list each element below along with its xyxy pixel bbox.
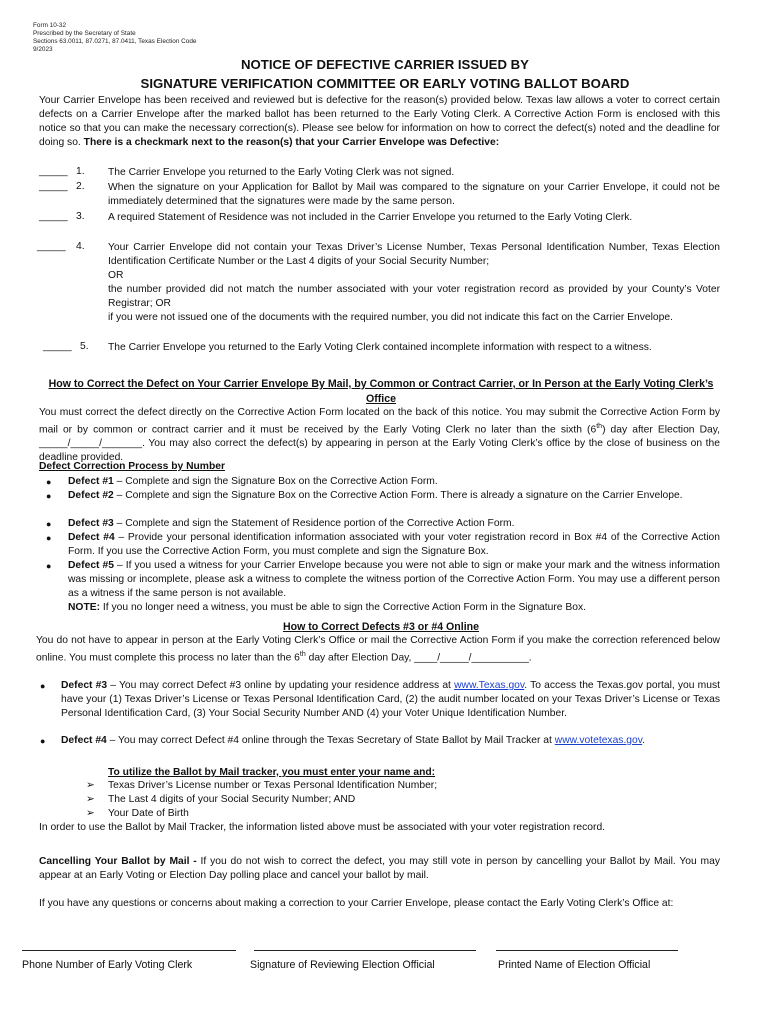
tracker-item-2: The Last 4 digits of your Social Security Number; AND — [108, 794, 356, 805]
votetexas-link[interactable]: www.votetexas.gov — [554, 735, 643, 746]
tracker-note: In order to use the Ballot by Mail Tracker, the information listed above must be associated with your voter registration record. — [39, 822, 606, 833]
code-sections: Sections 63.0011, 87.0271, 87.0411, Texas Election Code — [33, 38, 197, 45]
online-defect-3-label: Defect #3 — [61, 680, 108, 691]
form-header — [33, 22, 196, 54]
intro-paragraph — [39, 94, 720, 150]
online-defect-4-label: Defect #4 — [61, 735, 107, 746]
arrow-bullet-icon: ➢ — [86, 808, 95, 819]
defect-2-checkbox[interactable]: _____ — [39, 181, 68, 192]
process-item-3 — [68, 517, 720, 531]
process-heading: Defect Correction Process by Number — [39, 461, 225, 472]
defect-2-text: When the signature on your Application for Ballot by Mail was compared to the signature on your Carrier Envelope, it could not be immediately determined that the signatures were made by the same person. — [108, 182, 720, 207]
process-item-1-label: Defect #1 — [68, 476, 114, 487]
defect-4-text-a: Your Carrier Envelope did not contain your Texas Driver’s License Number, Texas Personal Identification Number, Texas Election Identification Certificate Number or the Last 4 digits of your Social Security Number; — [108, 242, 720, 267]
process-item-3-label: Defect #3 — [68, 518, 114, 529]
bullet-icon: ● — [46, 491, 52, 501]
process-item-5 — [68, 559, 720, 601]
intro-bold: There is a checkmark next to the reason(s) that your Carrier Envelope was Defective: — [83, 137, 500, 148]
texas-gov-link[interactable]: www.Texas.gov — [454, 680, 525, 691]
defect-4-number: 4. — [76, 241, 85, 252]
process-item-1-text: – Complete and sign the Signature Box on the Corrective Action Form. — [113, 476, 438, 487]
section-1-text-b: ) day after Election Day, _____/_____/_______. You may also correct the defect(s) by appearing in person at the Early Voting Clerk’s office by the close of business on the deadline provided. — [39, 424, 720, 464]
bullet-icon: ● — [46, 477, 52, 487]
defect-4-text-b: the number provided did not match the number associated with your voter registration record as provided by your County’s Voter Registrar; OR — [108, 284, 720, 309]
intro-text: Your Carrier Envelope has been received and reviewed but is defective for the reason(s) provided below. Texas law allows a voter to correct certain defects on a Carrier Envelope after the marked ballot has been returned to the Early Voting Clerk. A Corrective Action Form is enclosed with this notice so that you can make the necessary correction(s). Please see below for information on how to correct the defect(s) noted and the deadline for doing so. — [39, 95, 720, 148]
defect-1-number: 1. — [76, 166, 85, 177]
tracker-item-1: Texas Driver’s License number or Texas Personal Identification Number; — [108, 780, 438, 791]
defect-5-text: The Carrier Envelope you returned to the Early Voting Clerk contained incomplete information with respect to a witness. — [108, 342, 652, 353]
defect-4-text — [108, 241, 720, 325]
arrow-bullet-icon: ➢ — [86, 794, 95, 805]
printed-name-label: Printed Name of Election Official — [498, 959, 651, 971]
form-number: Form 10-32 — [33, 22, 67, 29]
contact-paragraph: If you have any questions or concerns about making a correction to your Carrier Envelope, please contact the Early Voting Clerk’s Office at: — [39, 898, 674, 909]
online-defect-4 — [61, 734, 720, 748]
online-defect-3-text-a: – You may correct Defect #3 online by updating your residence address at — [107, 680, 455, 691]
defect-4-text-c: if you were not issued one of the documents with the required number, you did not indicate this fact on the Carrier Envelope. — [108, 312, 673, 323]
cancel-paragraph — [39, 855, 720, 883]
process-item-2-text: – Complete and sign the Signature Box on the Corrective Action Form. There is already a signature on the Carrier Envelope. — [113, 490, 683, 501]
process-item-1 — [68, 475, 720, 489]
bullet-icon: ● — [46, 561, 52, 571]
defect-3-number: 3. — [76, 211, 85, 222]
title-line-1: NOTICE OF DEFECTIVE CARRIER ISSUED BY — [241, 57, 529, 72]
defect-2-number: 2. — [76, 181, 85, 192]
section-1-paragraph — [39, 406, 720, 465]
cancel-text: If you do not wish to correct the defect, you may still vote in person by cancelling your Ballot by Mail. You may appear at an Early Voting or Election Day polling place and cancel your ballot by mail. — [39, 856, 720, 881]
online-defect-4-text: – You may correct Defect #4 online through the Texas Secretary of State Ballot by Mail Tracker at — [106, 735, 555, 746]
section-2-text-b: day after Election Day, ____/_____/__________. — [305, 652, 532, 664]
note-label: NOTE: — [68, 602, 101, 613]
section-2-heading: How to Correct Defects #3 or #4 Online — [282, 621, 480, 633]
process-item-2-label: Defect #2 — [68, 490, 114, 501]
tracker-item-3: Your Date of Birth — [108, 808, 189, 819]
process-item-2 — [68, 489, 720, 503]
defect-4-or: OR — [108, 270, 124, 281]
online-defect-4-end: . — [642, 735, 646, 746]
bullet-icon: ● — [46, 533, 52, 543]
process-item-4 — [68, 531, 720, 559]
note-text: If you no longer need a witness, you must be able to sign the Corrective Action Form in the Signature Box. — [100, 602, 586, 613]
bullet-icon: ● — [46, 519, 52, 529]
section-1-text-a: You must correct the defect directly on the Corrective Action Form located on the back of this notice. You may submit the Corrective Action Form by mail or by common or contract carrier and it must be received by the Early Voting Clerk no later than the sixth (6 — [39, 407, 720, 436]
phone-number-line[interactable] — [22, 950, 236, 951]
defect-3-text: A required Statement of Residence was not included in the Carrier Envelope you returned to the Early Voting Clerk. — [108, 212, 633, 223]
defect-1-checkbox[interactable]: _____ — [39, 166, 68, 177]
printed-name-line[interactable] — [496, 950, 678, 951]
title-line-2: SIGNATURE VERIFICATION COMMITTEE OR EARLY VOTING BALLOT BOARD — [140, 76, 630, 91]
bullet-icon: ● — [40, 736, 46, 746]
phone-number-label: Phone Number of Early Voting Clerk — [22, 959, 193, 971]
section-2-paragraph — [36, 634, 720, 665]
defect-1-text: The Carrier Envelope you returned to the Early Voting Clerk was not signed. — [108, 167, 455, 178]
section-2-sup: th — [299, 651, 306, 658]
defect-5-checkbox[interactable]: _____ — [43, 341, 72, 352]
process-item-5-text: – If you used a witness for your Carrier Envelope because you were not able to sign or make your mark and the witness information was missing or incomplete, please ask a witness to complete the witness portion of the Corrective Action Form. You may use a different person as a witness if the same person is not available. — [68, 560, 720, 599]
section-2-text-a: You do not have to appear in person at the Early Voting Clerk’s Office or mail the Corrective Action Form if you make the correction referenced below online. You must complete this process no later than the 6 — [36, 635, 720, 664]
tracker-heading: To utilize the Ballot by Mail tracker, you must enter your name and: — [108, 767, 436, 778]
defect-5-number: 5. — [80, 341, 89, 352]
defect-4-checkbox[interactable]: _____ — [37, 241, 66, 252]
prescribed-by: Prescribed by the Secretary of State — [33, 30, 136, 37]
process-item-4-label: Defect #4 — [68, 532, 115, 543]
arrow-bullet-icon: ➢ — [86, 780, 95, 791]
signature-line[interactable] — [254, 950, 476, 951]
defect-3-checkbox[interactable]: _____ — [39, 211, 68, 222]
section-1-sup: th — [596, 423, 603, 430]
cancel-label: Cancelling Your Ballot by Mail - — [39, 856, 197, 867]
online-defect-3 — [61, 679, 720, 721]
note-line — [68, 601, 720, 615]
process-item-3-text: – Complete and sign the Statement of Residence portion of the Corrective Action Form. — [113, 518, 515, 529]
signature-label: Signature of Reviewing Election Official — [250, 959, 435, 971]
online-defect-3-text-b: . To access the Texas.gov portal, you must have your (1) Texas Driver’s License or Texas Personal Identification Card, (2) the audit number located on your Texas Driver’s License or Texas Personal Identification Card, (3) Your Social Security Number AND (4) your Voter Unique Identification Number. — [61, 680, 720, 719]
process-item-4-text: – Provide your personal identification information associated with your voter registration record in Box #4 of the Corrective Action Form. If you use the Corrective Action Form, you must complete and sign the Signature Box. — [68, 532, 720, 557]
bullet-icon: ● — [40, 681, 46, 691]
form-date: 9/2023 — [33, 46, 53, 53]
process-item-5-label: Defect #5 — [68, 560, 114, 571]
section-1-heading: How to Correct the Defect on Your Carrier Envelope By Mail, by Common or Contract Carrier, or In Person at the Early Voting Clerk’s Office — [48, 378, 714, 405]
